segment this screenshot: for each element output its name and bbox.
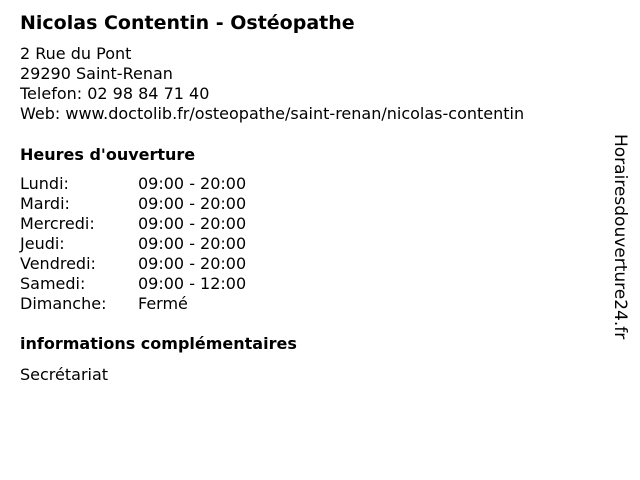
- hours-day: Dimanche:: [20, 294, 107, 313]
- hours-day: Lundi:: [20, 174, 69, 193]
- hours-time: Fermé: [138, 294, 188, 313]
- address-city: 29290 Saint-Renan: [20, 64, 173, 83]
- hours-heading: Heures d'ouverture: [20, 145, 196, 164]
- info-value: Secrétariat: [20, 365, 109, 384]
- info-heading: informations complémentaires: [20, 334, 297, 353]
- opening-hours-table: [20, 174, 246, 314]
- address-street: 2 Rue du Pont: [20, 44, 132, 63]
- hours-time: 09:00 - 20:00: [138, 214, 247, 233]
- hours-row: [20, 194, 246, 214]
- phone-number: Telefon: 02 98 84 71 40: [20, 84, 210, 103]
- hours-day: Samedi:: [20, 274, 86, 293]
- hours-time: 09:00 - 20:00: [138, 194, 247, 213]
- hours-time: 09:00 - 12:00: [138, 274, 247, 293]
- hours-time: 09:00 - 20:00: [138, 254, 247, 273]
- hours-row: [20, 214, 246, 234]
- hours-row: [20, 234, 246, 254]
- hours-row: [20, 174, 246, 194]
- page-title: Nicolas Contentin - Ostéopathe: [20, 12, 355, 34]
- hours-row: [20, 254, 246, 274]
- hours-day: Mardi:: [20, 194, 70, 213]
- hours-day: Jeudi:: [20, 234, 65, 253]
- contact-block: [20, 44, 524, 124]
- hours-time: 09:00 - 20:00: [138, 234, 247, 253]
- site-watermark: Horairesdouverture24.fr: [610, 134, 630, 340]
- website-url: Web: www.doctolib.fr/osteopathe/saint-renan/nicolas-contentin: [20, 104, 525, 123]
- hours-time: 09:00 - 20:00: [138, 174, 247, 193]
- hours-row: [20, 274, 246, 294]
- hours-day: Mercredi:: [20, 214, 95, 233]
- hours-day: Vendredi:: [20, 254, 96, 273]
- hours-row: [20, 294, 246, 314]
